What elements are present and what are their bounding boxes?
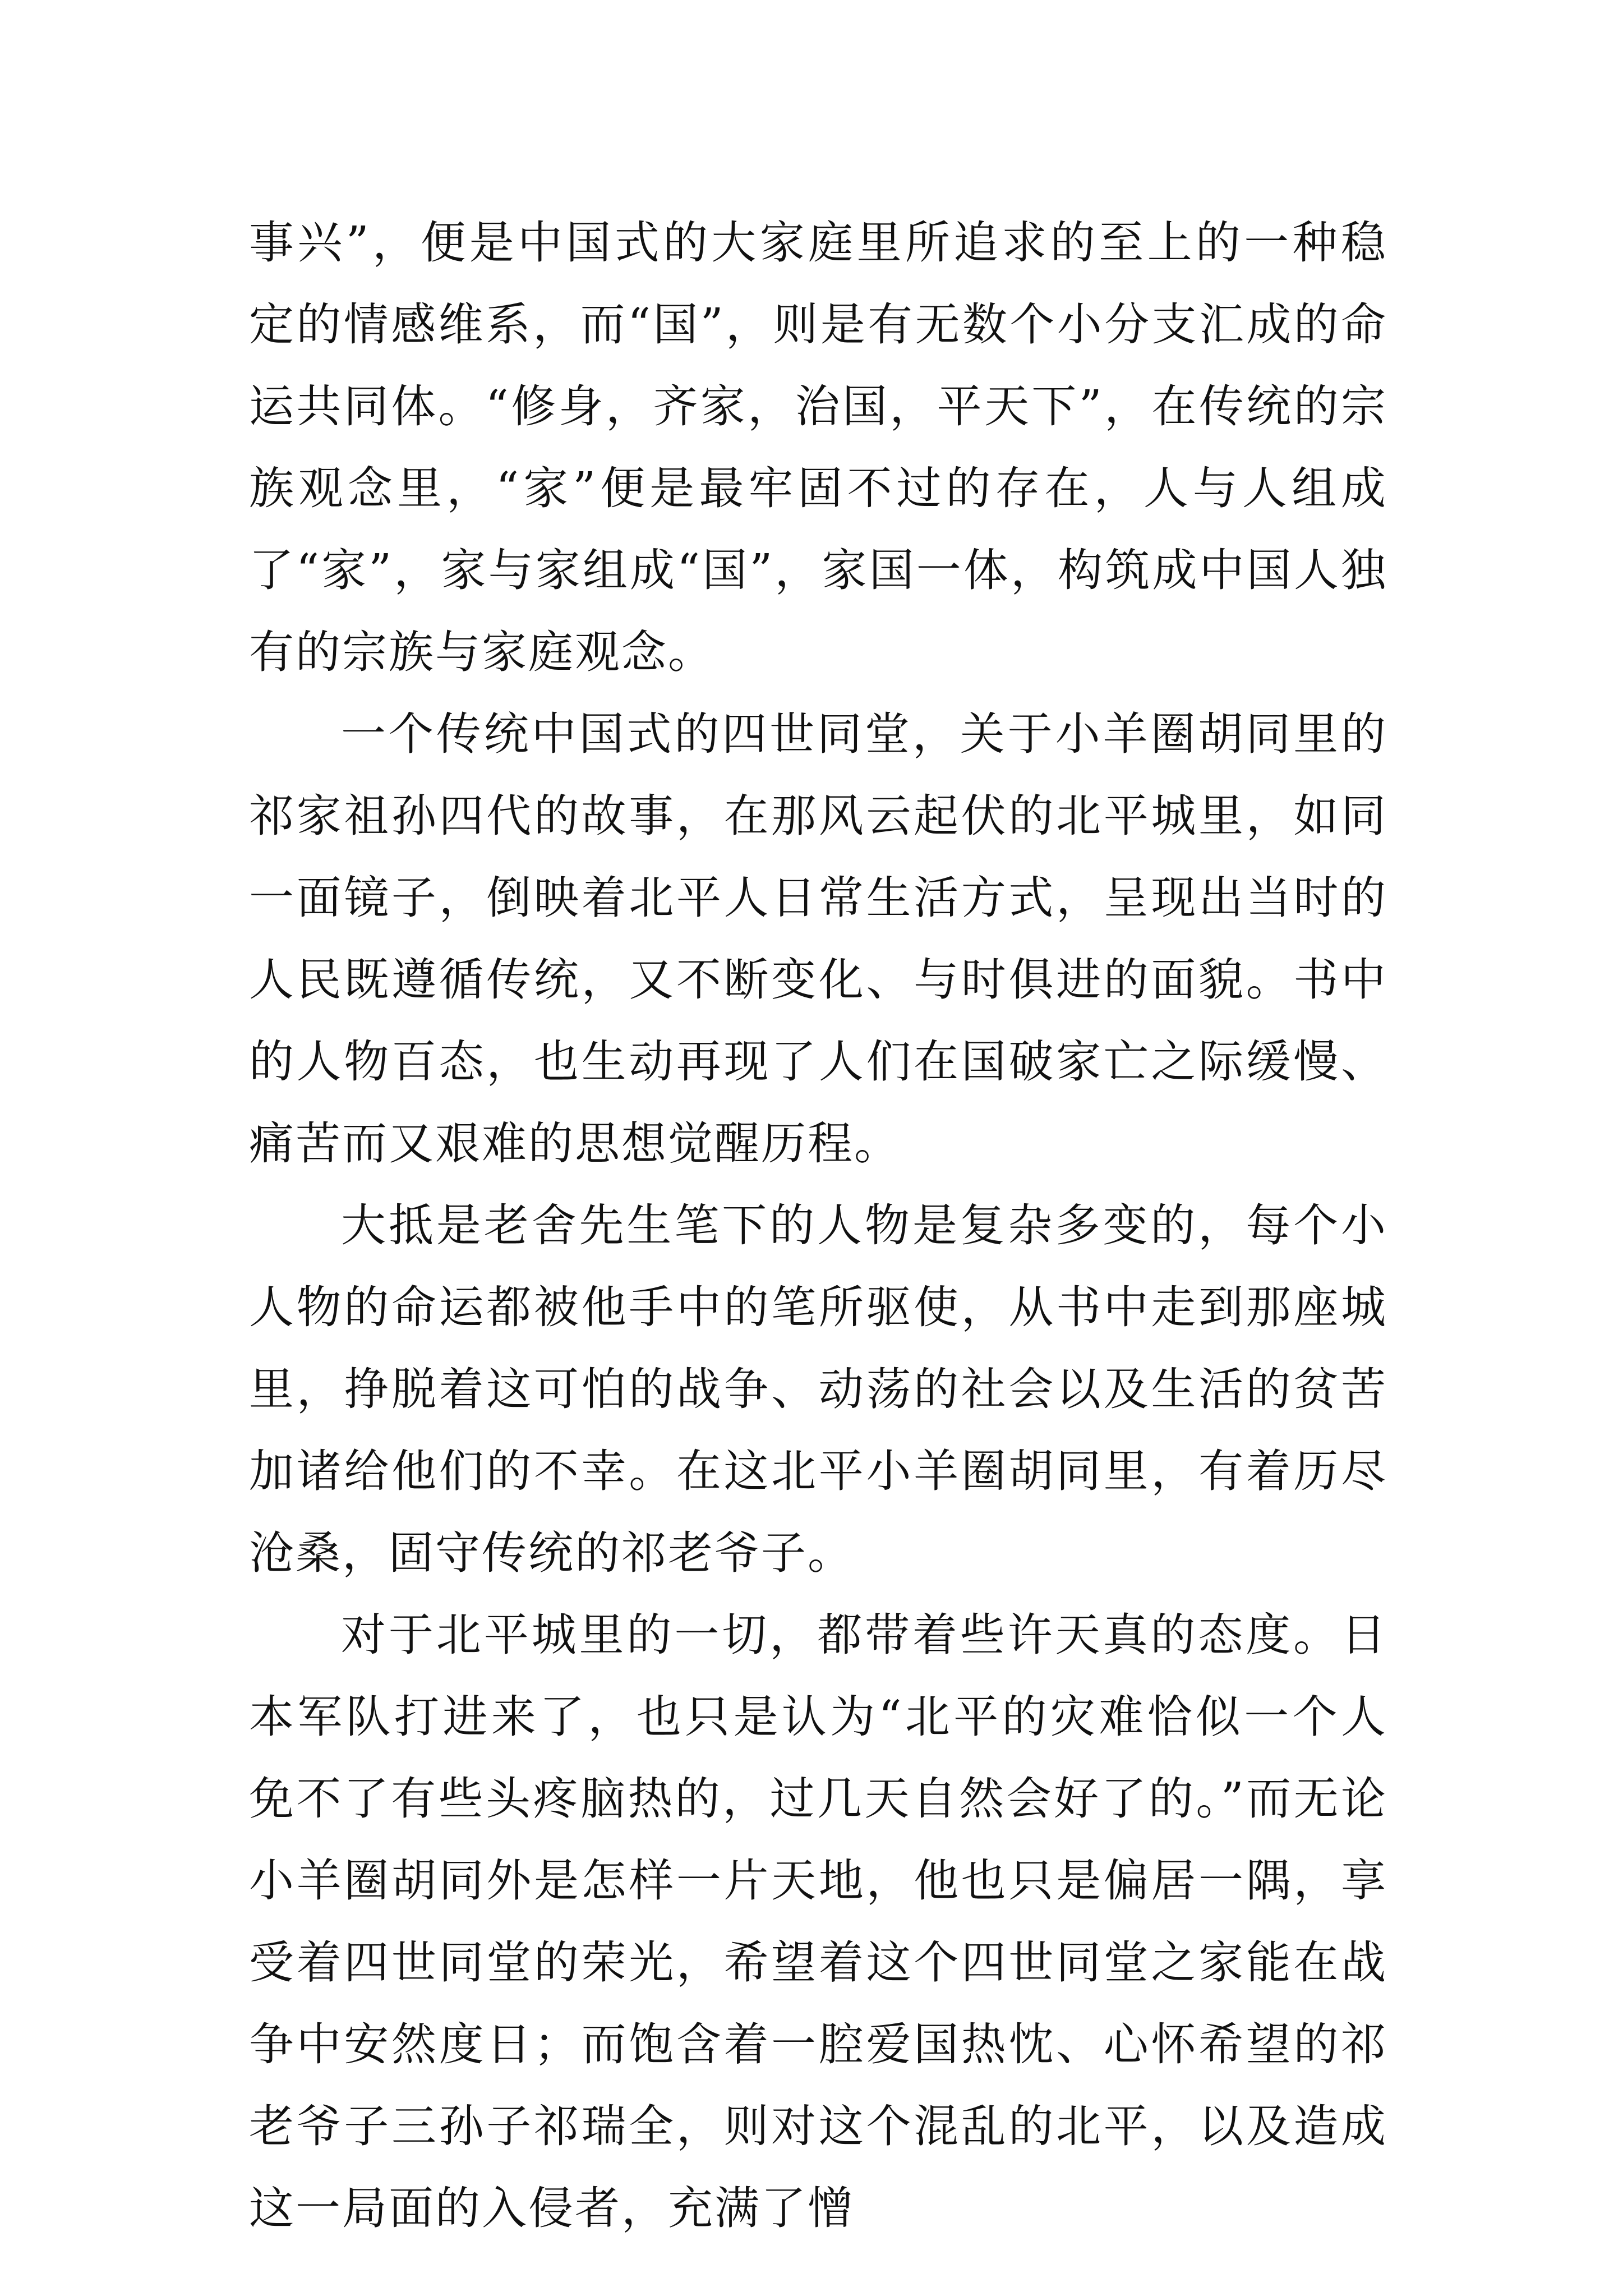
paragraph-4: 对于北平城里的一切，都带着些许天真的态度。日本军队打进来了，也只是认为“北平的灾难恰似一个人免不了有些头疼脑热的，过几天自然会好了的。”而无论小羊圈胡同外是怎样一片天地，他也只是偏居一隅，享受着四世同堂的荣光，希望着这个四世同堂之家能在战争中安然度日；而饱含着一腔爱国热忱、心怀希望的祁老爷子三孙子祁瑞全，则对这个混乱的北平，以及造成这一局面的入侵者，充满了憎 — [249, 1609, 1387, 2234]
paragraph-3: 大抵是老舍先生笔下的人物是复杂多变的，每个小人物的命运都被他手中的笔所驱使，从书中走到那座城里，挣脱着这可怕的战争、动荡的社会以及生活的贫苦加诸给他们的不幸。在这北平小羊圈胡同里，有着历尽沧桑，固守传统的祁老爷子。 — [249, 1199, 1387, 1579]
paragraph-1: 事兴”，便是中国式的大家庭里所追求的至上的一种稳定的情感维系，而“国”，则是有无数个小分支汇成的命运共同体。“修身，齐家，治国，平天下”，在传统的宗族观念里，“家”便是最牢固不过的存在，人与人组成了“家”，家与家组成“国”，家国一体，构筑成中国人独有的宗族与家庭观念。 — [249, 217, 1387, 678]
article-body — [249, 202, 1387, 2249]
paragraph-2: 一个传统中国式的四世同堂，关于小羊圈胡同里的祁家祖孙四代的故事，在那风云起伏的北平城里，如同一面镜子，倒映着北平人日常生活方式，呈现出当时的人民既遵循传统，又不断变化、与时俱进的面貌。书中的人物百态，也生动再现了人们在国破家亡之际缓慢、痛苦而又艰难的思想觉醒历程。 — [249, 708, 1387, 1170]
